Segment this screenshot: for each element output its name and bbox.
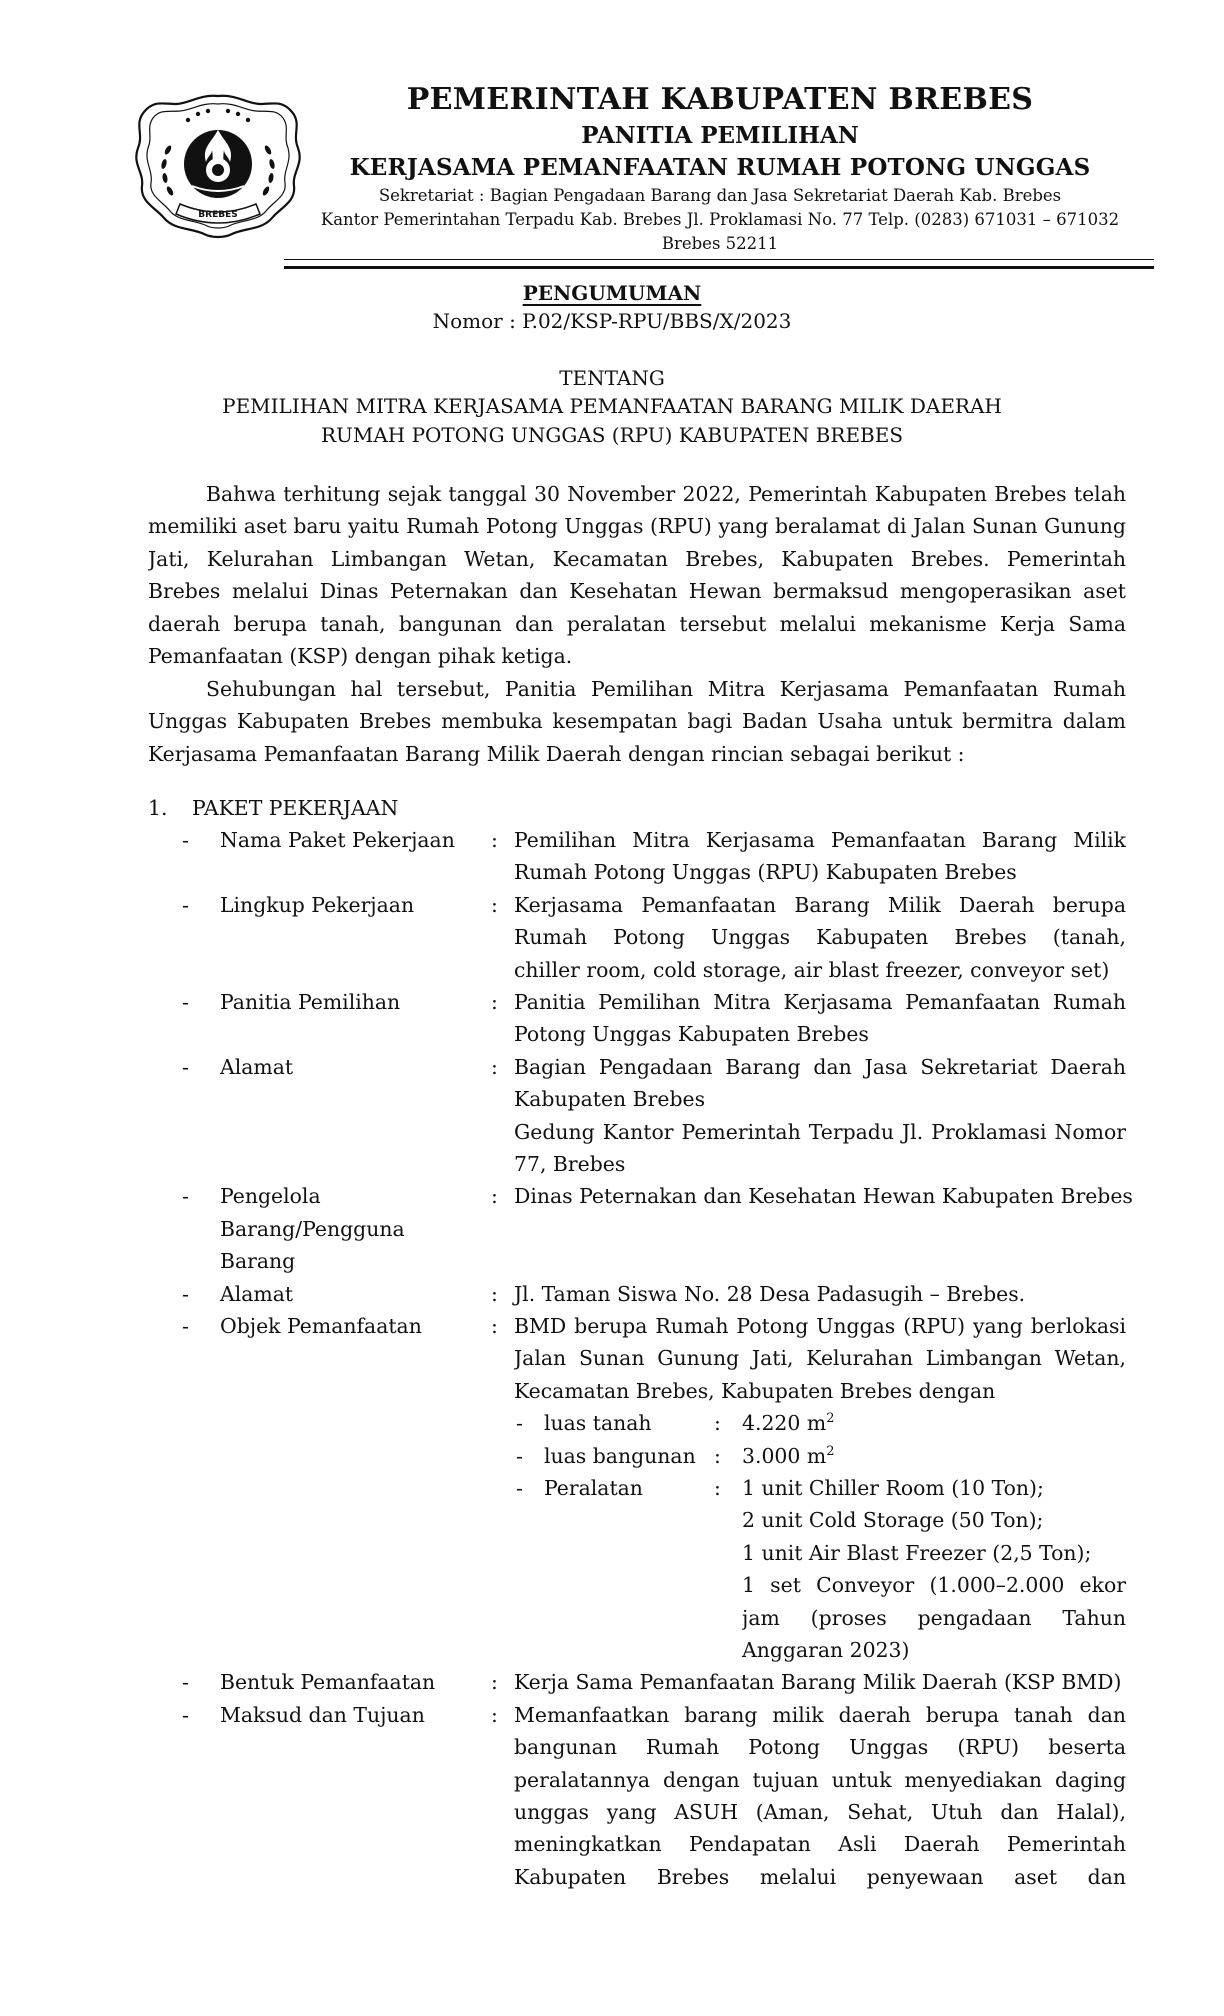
row-dash: -	[182, 1670, 189, 1695]
letterhead-address: Kantor Pemerintahan Terpadu Kab. Brebes Jl. Proklamasi No. 77 Telp. (0283) 671031 – 671032	[320, 210, 1120, 229]
row-colon: :	[491, 1313, 498, 1338]
value-line: Kerjasama Pemanfaatan Barang Milik Daerah berupa	[514, 892, 1126, 917]
paragraph-line: Kerjasama Pemanfaatan Barang Milik Daerah dengan rincian sebagai berikut :	[148, 741, 965, 766]
value-line: Kabupaten Brebes melalui penyewaan aset dan	[514, 1864, 1126, 1889]
section-heading	[148, 792, 398, 824]
sub-label: luas bangunan	[544, 1443, 696, 1468]
letterhead-rule-thin	[284, 259, 1154, 260]
announcement-heading: PENGUMUMAN	[522, 281, 702, 305]
row-dash: -	[182, 1054, 189, 1079]
seal-banner-text: BREBES	[198, 210, 238, 220]
detail-row-pengelola	[148, 1180, 1133, 1277]
value-line: unggas yang ASUH (Aman, Sehat, Utuh dan Halal),	[514, 1799, 1126, 1824]
sub-item-luas-bangunan	[514, 1440, 1126, 1472]
paragraph-line: Brebes melalui Dinas Peternakan dan Kesehatan Hewan bermaksud mengoperasikan aset	[148, 579, 1126, 604]
detail-row-alamat-panitia	[148, 1051, 1128, 1181]
row-value	[514, 1699, 1126, 1893]
row-colon: :	[491, 892, 498, 917]
sub-value	[742, 1407, 834, 1439]
announcement-subject-line2: RUMAH POTONG UNGGAS (RPU) KABUPATEN BREBES	[320, 423, 904, 447]
value-line: Memanfaatkan barang milik daerah berupa tanah dan	[514, 1702, 1126, 1727]
label-line: Barang	[220, 1249, 296, 1274]
row-colon: :	[491, 1670, 498, 1695]
row-dash: -	[182, 828, 189, 852]
equipment-line: Anggaran 2023)	[742, 1637, 910, 1662]
square-superscript: 2	[826, 1443, 835, 1459]
equipment-line: 1 unit Air Blast Freezer (2,5 Ton);	[742, 1540, 1092, 1565]
section-title: PAKET PEKERJAAN	[192, 796, 399, 820]
letterhead-city: Brebes 52211	[661, 234, 779, 253]
detail-row-bentuk	[148, 1666, 1128, 1698]
row-value	[514, 889, 1126, 986]
announcement-number: Nomor : P.02/KSP-RPU/BBS/X/2023	[432, 309, 792, 333]
paragraph-line: Jati, Kelurahan Limbangan Wetan, Kecamatan Brebes, Kabupaten Brebes. Pemerintah	[148, 546, 1126, 571]
row-value	[514, 1310, 1126, 1666]
label-line: Pengelola	[220, 1184, 321, 1209]
brebes-regency-seal	[132, 90, 304, 240]
sub-colon: :	[714, 1475, 721, 1500]
row-dash: -	[182, 1702, 189, 1727]
letterhead	[290, 80, 1150, 256]
label-line: Barang/Pengguna	[220, 1216, 405, 1241]
paragraph-line: Sehubungan hal tersebut, Panitia Pemilihan Mitra Kerjasama Pemanfaatan Rumah	[206, 677, 1126, 701]
value-line: Panitia Pemilihan Mitra Kerjasama Pemanfaatan Rumah	[514, 989, 1126, 1014]
detail-row-objek	[148, 1310, 1128, 1666]
letterhead-committee: PANITIA PEMILIHAN	[581, 122, 859, 149]
row-label: Nama Paket Pekerjaan	[220, 828, 455, 852]
value-line: Jl. Taman Siswa No. 28 Desa Padasugih – Brebes.	[514, 1281, 1026, 1306]
row-dash: -	[182, 989, 189, 1014]
letterhead-rule-thick	[284, 266, 1154, 269]
value-line: Pemilihan Mitra Kerjasama Pemanfaatan Barang Milik	[514, 828, 1126, 852]
detail-row-alamat-pengelola	[148, 1278, 1128, 1310]
row-colon: :	[491, 828, 498, 852]
value-line: Kecamatan Brebes, Kabupaten Brebes dengan	[514, 1378, 996, 1403]
paragraph-line: Pemanfaatan (KSP) dengan pihak ketiga.	[148, 643, 573, 668]
value-line: Jalan Sunan Gunung Jati, Kelurahan Limbangan Wetan,	[514, 1346, 1126, 1371]
paragraph-line: daerah berupa tanah, bangunan dan peralatan tersebut melalui mekanisme Kerja Sama	[148, 611, 1126, 636]
row-label	[220, 1180, 480, 1277]
building-area-value: 3.000 m	[742, 1443, 827, 1468]
row-value	[514, 1278, 1126, 1310]
value-line: Bagian Pengadaan Barang dan Jasa Sekretariat Daerah	[514, 1054, 1126, 1079]
sub-dash: -	[516, 1443, 523, 1468]
row-value	[514, 1051, 1126, 1181]
row-value	[514, 824, 1126, 889]
row-label: Alamat	[220, 1054, 294, 1079]
equipment-line: jam (proses pengadaan Tahun	[742, 1605, 1126, 1630]
row-colon: :	[491, 1054, 498, 1079]
row-label: Alamat	[220, 1281, 294, 1306]
row-label: Lingkup Pekerjaan	[220, 892, 415, 917]
row-dash: -	[182, 892, 189, 917]
sub-item-peralatan	[514, 1472, 1126, 1504]
value-line: Gedung Kantor Pemerintah Terpadu Jl. Proklamasi Nomor	[514, 1119, 1126, 1144]
row-colon: :	[491, 1702, 498, 1727]
row-dash: -	[182, 1184, 189, 1209]
value-line: Rumah Potong Unggas Kabupaten Brebes (tanah,	[514, 925, 1126, 950]
sub-colon: :	[714, 1411, 721, 1436]
row-colon: :	[491, 1184, 498, 1209]
sub-item-luas-tanah	[514, 1407, 1126, 1439]
row-colon: :	[491, 989, 498, 1014]
row-label: Bentuk Pemanfaatan	[220, 1670, 436, 1695]
paragraph-line: Unggas Kabupaten Brebes membuka kesempatan bagi Badan Usaha untuk bermitra dalam	[148, 709, 1126, 734]
paragraph-line: memiliki aset baru yaitu Rumah Potong Unggas (RPU) yang beralamat di Jalan Sunan Gunung	[148, 514, 1126, 539]
value-line: Rumah Potong Unggas (RPU) Kabupaten Brebes	[514, 860, 1017, 885]
equipment-line: 2 unit Cold Storage (50 Ton);	[742, 1508, 1044, 1533]
letterhead-government: PEMERINTAH KABUPATEN BREBES	[406, 82, 1034, 117]
paragraph-background	[148, 478, 1126, 672]
detail-row-nama-paket	[148, 824, 1128, 889]
value-line: Kabupaten Brebes	[514, 1087, 706, 1112]
paragraph-line: Bahwa terhitung sejak tanggal 30 November 2022, Pemerintah Kabupaten Brebes telah	[206, 482, 1126, 506]
value-line: chiller room, cold storage, air blast freezer, conveyor set)	[514, 957, 1110, 982]
sub-colon: :	[714, 1443, 721, 1468]
square-superscript: 2	[826, 1411, 835, 1427]
value-line: 77, Brebes	[514, 1151, 626, 1176]
value-line: peralatannya dengan tujuan untuk menyediakan daging	[514, 1767, 1126, 1792]
equipment-line: 1 set Conveyor (1.000–2.000 ekor	[742, 1573, 1126, 1598]
row-value	[514, 1180, 1133, 1277]
land-area-value: 4.220 m	[742, 1411, 827, 1436]
row-label: Panitia Pemilihan	[220, 989, 401, 1014]
sub-value	[742, 1440, 834, 1472]
equipment-line: 1 unit Chiller Room (10 Ton);	[742, 1475, 1044, 1500]
section-number: 1.	[148, 796, 168, 820]
sub-dash: -	[516, 1411, 523, 1436]
value-line: Kerja Sama Pemanfaatan Barang Milik Daerah (KSP BMD)	[514, 1670, 1122, 1695]
detail-row-lingkup	[148, 889, 1128, 986]
letterhead-secretariat: Sekretariat : Bagian Pengadaan Barang dan Jasa Sekretariat Daerah Kab. Brebes	[378, 186, 1062, 205]
row-colon: :	[491, 1281, 498, 1306]
sub-dash: -	[516, 1475, 523, 1500]
value-line: BMD berupa Rumah Potong Unggas (RPU) yang berlokasi	[514, 1313, 1126, 1338]
sub-label: Peralatan	[544, 1475, 643, 1500]
detail-list	[148, 824, 1133, 1893]
letterhead-committee-scope: KERJASAMA PEMANFAATAN RUMAH POTONG UNGGAS	[349, 154, 1091, 181]
value-line: Dinas Peternakan dan Kesehatan Hewan Kabupaten Brebes	[514, 1184, 1133, 1209]
paragraph-invitation	[148, 673, 1126, 770]
row-label: Maksud dan Tujuan	[220, 1702, 425, 1727]
value-line: meningkatkan Pendapatan Asli Daerah Pemerintah	[514, 1832, 1126, 1857]
row-value	[514, 986, 1126, 1051]
announcement-tentang: TENTANG	[559, 366, 665, 390]
value-line: bangunan Rumah Potong Unggas (RPU) beserta	[514, 1735, 1126, 1760]
row-dash: -	[182, 1281, 189, 1306]
detail-row-maksud	[148, 1699, 1128, 1893]
row-value	[514, 1666, 1126, 1698]
detail-row-panitia	[148, 986, 1128, 1051]
announcement-subject-line1: PEMILIHAN MITRA KERJASAMA PEMANFAATAN BARANG MILIK DAERAH	[222, 394, 1002, 418]
value-line: Potong Unggas Kabupaten Brebes	[514, 1022, 869, 1047]
row-label: Objek Pemanfaatan	[220, 1313, 422, 1338]
sub-label: luas tanah	[544, 1411, 652, 1436]
row-dash: -	[182, 1313, 189, 1338]
